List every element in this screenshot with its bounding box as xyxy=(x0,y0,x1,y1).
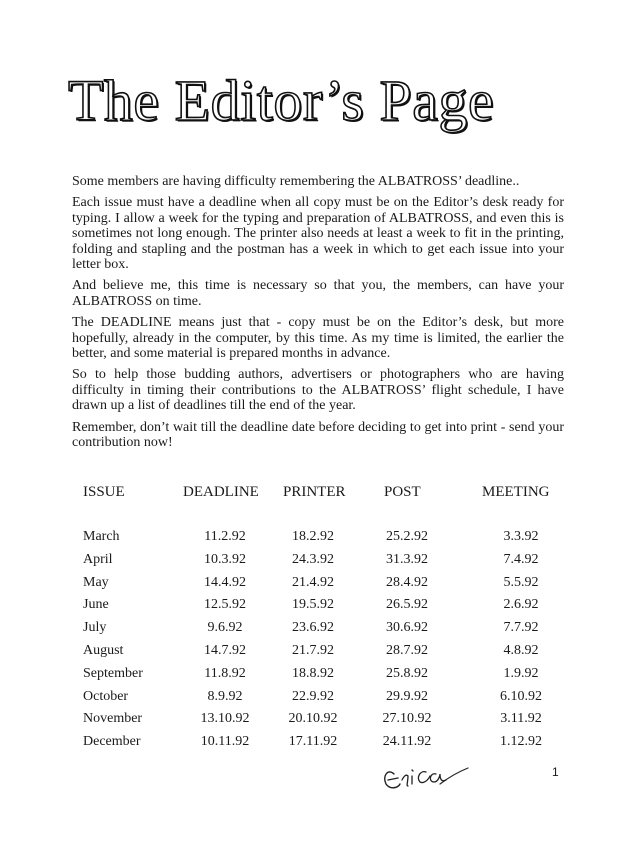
meeting-cell: 1.12.92 xyxy=(500,734,542,750)
header-post: POST xyxy=(384,484,421,500)
meeting-cell: 5.5.92 xyxy=(503,574,539,590)
deadline-cell: 11.8.92 xyxy=(204,665,246,681)
post-cell: 25.8.92 xyxy=(386,665,428,681)
post-cell: 24.11.92 xyxy=(382,734,432,750)
paragraph: The DEADLINE means just that - copy must be on the Editor’s desk, but more hopefully, already in the computer, by this time. As my time is limited, the earlier the better, and some material is prepared months in advance. xyxy=(72,315,564,362)
header-issue: ISSUE xyxy=(83,484,125,500)
post-cell: 25.2.92 xyxy=(386,529,428,544)
post-cell: 29.9.92 xyxy=(386,688,428,704)
meeting-cell: 1.9.92 xyxy=(503,665,539,681)
deadline-cell: 12.5.92 xyxy=(204,597,246,613)
printer-cell: 18.2.92 xyxy=(292,529,334,544)
issue-cell: October xyxy=(83,688,129,704)
table-row xyxy=(0,666,622,689)
schedule-table xyxy=(0,529,622,757)
meeting-cell: 4.8.92 xyxy=(503,642,539,658)
deadline-cell: 10.3.92 xyxy=(204,551,246,567)
table-row xyxy=(0,529,622,552)
post-cell: 31.3.92 xyxy=(386,551,428,567)
header-deadline: DEADLINE xyxy=(183,484,259,500)
printer-cell: 20.10.92 xyxy=(288,711,338,727)
table-row xyxy=(0,552,622,575)
page-number: 1 xyxy=(552,765,559,779)
table-row xyxy=(0,734,622,757)
schedule-header xyxy=(0,484,622,502)
deadline-cell: 14.7.92 xyxy=(204,642,246,658)
deadline-cell: 9.6.92 xyxy=(207,620,243,636)
deadline-cell: 14.4.92 xyxy=(204,574,246,590)
meeting-cell: 6.10.92 xyxy=(500,688,542,704)
post-cell: 28.7.92 xyxy=(386,642,428,658)
printer-cell: 17.11.92 xyxy=(288,734,338,750)
table-row xyxy=(0,643,622,666)
printer-cell: 22.9.92 xyxy=(292,688,334,704)
deadline-cell: 13.10.92 xyxy=(200,711,250,727)
article-body xyxy=(72,174,564,457)
page-title: The Editor’s Page xyxy=(68,68,495,133)
deadline-cell: 8.9.92 xyxy=(207,688,243,704)
post-cell: 27.10.92 xyxy=(382,711,432,727)
issue-cell: July xyxy=(83,620,107,636)
meeting-cell: 2.6.92 xyxy=(503,597,539,613)
table-row xyxy=(0,711,622,734)
printer-cell: 19.5.92 xyxy=(292,597,334,613)
meeting-cell: 3.11.92 xyxy=(500,711,542,727)
paragraph: So to help those budding authors, advertisers or photographers who are having difficulty in timing their contributions to the ALBATROSS’ flight schedule, I have drawn up a list of deadlines till the end of the year. xyxy=(72,367,564,414)
meeting-cell: 7.4.92 xyxy=(503,551,539,567)
issue-cell: September xyxy=(83,665,143,681)
paragraph: Remember, don’t wait till the deadline date before deciding to get into print - send your contribution now! xyxy=(72,419,564,451)
issue-cell: December xyxy=(83,734,141,750)
printer-cell: 18.8.92 xyxy=(292,665,334,681)
issue-cell: May xyxy=(83,574,109,590)
meeting-cell: 3.3.92 xyxy=(503,529,539,544)
table-row xyxy=(0,689,622,712)
issue-cell: March xyxy=(83,529,120,544)
printer-cell: 21.7.92 xyxy=(292,642,334,658)
header-printer: PRINTER xyxy=(283,484,346,500)
post-cell: 28.4.92 xyxy=(386,574,428,590)
printer-cell: 23.6.92 xyxy=(292,620,334,636)
printer-cell: 21.4.92 xyxy=(292,574,334,590)
paragraph: Each issue must have a deadline when all copy must be on the Editor’s desk ready for typing. I allow a week for the typing and preparation of ALBATROSS, and even this is sometimes not long enough. The printer also needs at least a week to fit in the printing, folding and stapling and the postman has a week in which to get each issue into your letter box. xyxy=(72,195,564,273)
issue-cell: June xyxy=(83,597,109,613)
table-row xyxy=(0,620,622,643)
post-cell: 26.5.92 xyxy=(386,597,428,613)
post-cell: 30.6.92 xyxy=(386,620,428,636)
issue-cell: August xyxy=(83,642,124,658)
paragraph: Some members are having difficulty remembering the ALBATROSS’ deadline.. xyxy=(72,174,520,189)
meeting-cell: 7.7.92 xyxy=(503,620,539,636)
header-meeting: MEETING xyxy=(482,484,550,500)
table-row xyxy=(0,597,622,620)
printer-cell: 24.3.92 xyxy=(292,551,334,567)
deadline-cell: 11.2.92 xyxy=(204,529,246,544)
issue-cell: November xyxy=(83,711,143,727)
table-row xyxy=(0,575,622,598)
signature-mark xyxy=(378,754,474,798)
deadline-cell: 10.11.92 xyxy=(200,734,250,750)
paragraph: And believe me, this time is necessary so that you, the members, can have your ALBATROSS on time. xyxy=(72,278,564,309)
issue-cell: April xyxy=(83,551,113,567)
